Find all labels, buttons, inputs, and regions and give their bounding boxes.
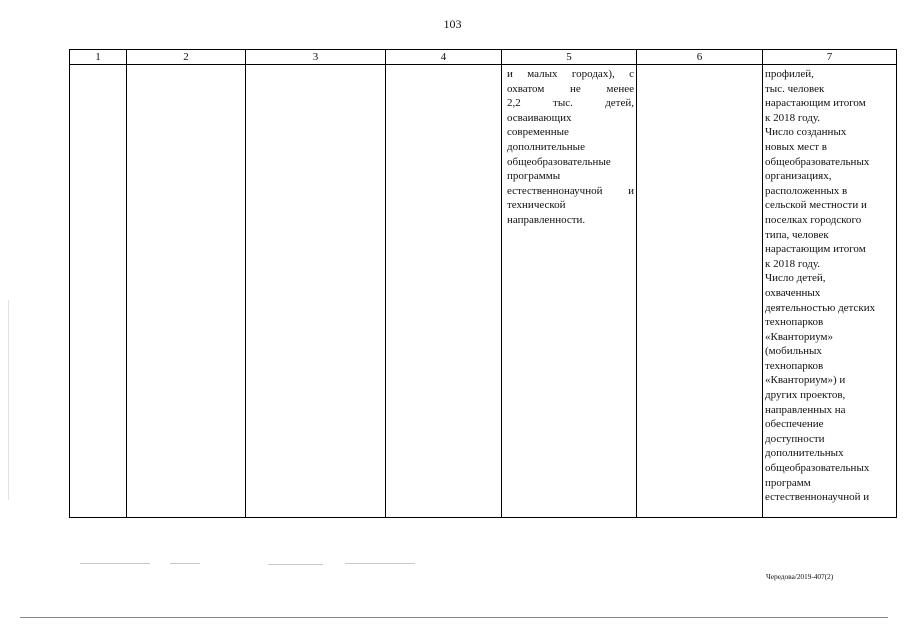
cell-col-7-text — [763, 65, 896, 505]
column-header-3: 3 — [246, 50, 386, 65]
cell-line: других проектов, — [765, 389, 846, 402]
cell-line: программ — [765, 476, 811, 489]
cell-col-3 — [246, 65, 386, 518]
cell-line: расположенных в — [765, 184, 848, 197]
cell-line: сельской местности и — [765, 199, 867, 212]
column-header-4: 4 — [386, 50, 502, 65]
column-header-2: 2 — [127, 50, 246, 65]
cell-col-1 — [70, 65, 127, 518]
cell-line: организациях, — [765, 170, 832, 183]
scan-mark — [345, 563, 415, 564]
cell-line: технопарков — [765, 359, 824, 372]
cell-line: осваивающих — [507, 111, 572, 124]
cell-line: нарастающим итогом — [765, 97, 866, 110]
table-row — [70, 65, 897, 518]
cell-line: и малых городах), с — [507, 68, 634, 80]
cell-line: 2,2 тыс. детей, — [507, 97, 634, 110]
cell-line: Число созданных — [765, 126, 847, 139]
cell-line: технической — [507, 199, 566, 212]
cell-line: программы — [507, 170, 561, 183]
scan-edge — [8, 300, 9, 500]
column-header-5: 5 — [502, 50, 637, 65]
cell-line: естественнонаучной и — [507, 184, 634, 197]
cell-line: профилей, — [765, 68, 814, 80]
cell-col-7 — [763, 65, 897, 518]
cell-line: общеобразовательных — [765, 155, 870, 168]
cell-line: направленности. — [507, 213, 586, 226]
cell-line: направленных на — [765, 403, 846, 416]
cell-line: современные — [507, 126, 569, 139]
cell-line: дополнительных — [765, 447, 844, 460]
cell-col-5-text — [502, 65, 636, 228]
cell-line: общеобразовательных — [765, 462, 870, 475]
column-header-7: 7 — [763, 50, 897, 65]
cell-line: охваченных — [765, 286, 821, 299]
cell-line: поселках городского — [765, 213, 862, 226]
document-stamp: Чередова/2019-407(2) — [766, 572, 834, 581]
footer-rule — [20, 617, 888, 618]
document-table — [69, 49, 897, 518]
cell-line: естественнонаучной и — [765, 491, 870, 504]
cell-line: тыс. человек — [765, 82, 825, 95]
table-header-row — [70, 50, 897, 65]
scan-mark — [268, 564, 323, 565]
cell-line: охватом не менее — [507, 82, 634, 95]
scan-mark — [80, 563, 150, 564]
cell-line: нарастающим итогом — [765, 243, 866, 256]
column-header-1: 1 — [70, 50, 127, 65]
cell-line: дополнительные — [507, 140, 585, 153]
cell-line: доступности — [765, 432, 825, 445]
cell-line: обеспечение — [765, 418, 824, 431]
cell-line: «Кванториум» — [765, 330, 834, 343]
cell-line: к 2018 году. — [765, 111, 821, 124]
cell-line: к 2018 году. — [765, 257, 821, 270]
cell-line: новых мест в — [765, 140, 827, 153]
cell-line: Число детей, — [765, 272, 826, 285]
cell-col-2 — [127, 65, 246, 518]
cell-line: «Кванториум») и — [765, 374, 846, 387]
cell-line: общеобразовательные — [507, 155, 611, 168]
cell-col-5 — [502, 65, 637, 518]
cell-line: (мобильных — [765, 345, 822, 358]
scan-mark — [170, 563, 200, 564]
cell-col-4 — [386, 65, 502, 518]
cell-line: типа, человек — [765, 228, 829, 241]
cell-line: технопарков — [765, 316, 824, 329]
cell-line: деятельностью детских — [765, 301, 876, 314]
column-header-6: 6 — [637, 50, 763, 65]
cell-col-6 — [637, 65, 763, 518]
page-number: 103 — [443, 17, 462, 31]
